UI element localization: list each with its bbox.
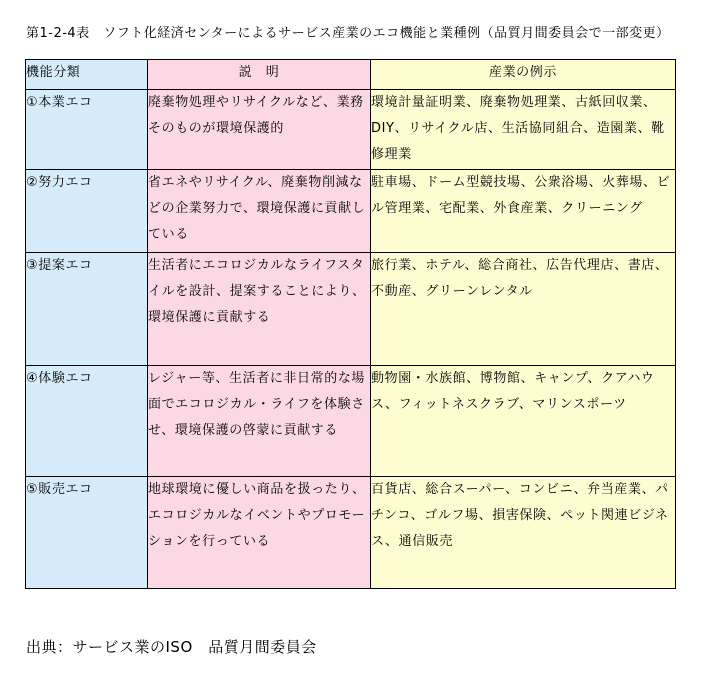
description-text: 生活者にエコロジカルなライフスタイルを設計、提案することにより、環境保護に貢献する [148,258,366,325]
table-row [26,477,676,589]
description-cell [148,366,371,477]
table-row [26,253,676,366]
description-text: 省エネやリサイクル、廃棄物削減などの企業努力で、環境保護に貢献している [148,175,366,242]
description-cell [148,90,371,170]
examples-text: 動物園・水族館、博物館、キャンプ、クアハウス、フィットネスクラブ、マリンスポーツ [371,371,655,412]
table-row [26,90,676,170]
description-cell [148,253,371,366]
description-text: レジャー等、生活者に非日常的な場面でエコロジカル・ライフを体験させ、環境保護の啓蒙に貢献する [148,371,366,438]
examples-text: 旅行業、ホテル、総合商社、広告代理店、書店、不動産、グリーンレンタル [371,258,669,299]
table-row [26,366,676,477]
examples-cell [371,477,676,589]
examples-cell [371,90,676,170]
examples-cell [371,170,676,253]
category-cell: ①本業エコ [26,90,148,170]
category-cell: ④体験エコ [26,366,148,477]
examples-text: 駐車場、ドーム型競技場、公衆浴場、火葬場、ビル管理業、宅配業、外食産業、クリーニング [371,175,671,216]
table-caption: 第1-2-4表 ソフト化経済センターによるサービス産業のエコ機能と業種例（品質月間委員会で一部変更） [26,26,670,41]
header-category: 機能分類 [26,60,148,90]
header-examples: 産業の例示 [371,60,676,90]
examples-text: 環境計量証明業、廃棄物処理業、古紙回収業、DIY、リサイクル店、生活協同組合、造園業、靴修理業 [371,95,665,162]
examples-cell [371,253,676,366]
table-header-row [26,60,676,90]
examples-cell [371,366,676,477]
category-cell: ②努力エコ [26,170,148,253]
table-row [26,170,676,253]
examples-text: 百貨店、総合スーパー、コンビニ、弁当産業、パチンコ、ゴルフ場、損害保険、ペット関連ビジネス、通信販売 [371,482,669,549]
description-text: 地球環境に優しい商品を扱ったり、エコロジカルなイベントやプロモーションを行っている [148,482,366,549]
header-description: 説 明 [148,60,371,90]
description-text: 廃棄物処理やリサイクルなど、業務そのものが環境保護的 [148,95,364,136]
eco-function-table [25,59,676,589]
source-note: 出典：サービス業のISO 品質月間委員会 [26,638,317,656]
description-cell [148,170,371,253]
category-cell: ③提案エコ [26,253,148,366]
description-cell [148,477,371,589]
category-cell: ⑤販売エコ [26,477,148,589]
